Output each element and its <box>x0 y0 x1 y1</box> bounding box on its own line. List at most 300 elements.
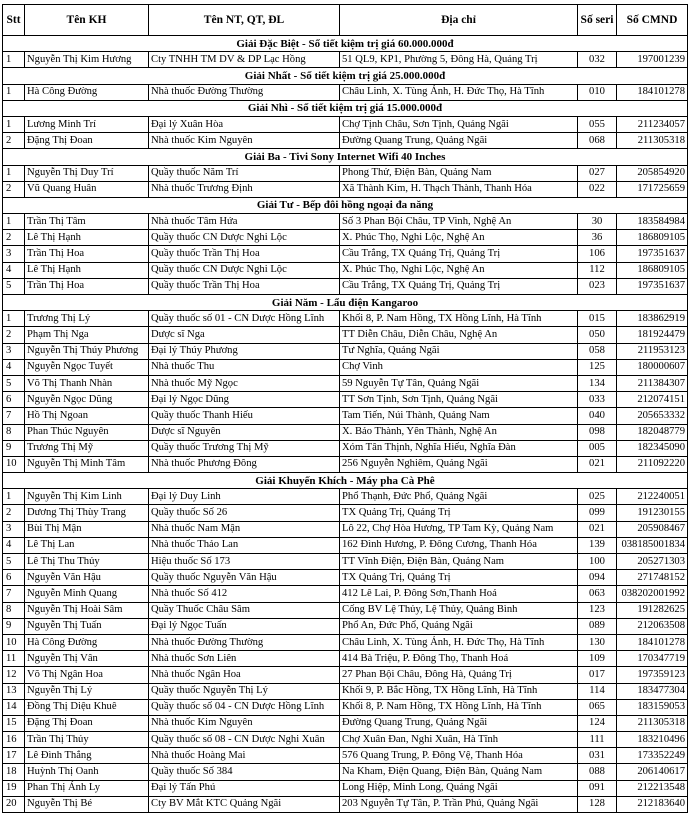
row-stt: 2 <box>3 230 25 246</box>
store-name: Đại lý Ngọc Dũng <box>149 392 340 408</box>
row-stt: 2 <box>3 181 25 197</box>
address: Chợ Tịnh Châu, Sơn Tịnh, Quảng Ngãi <box>340 116 578 132</box>
customer-name: Trương Thị Lý <box>25 311 149 327</box>
row-stt: 5 <box>3 278 25 294</box>
row-stt: 14 <box>3 699 25 715</box>
customer-name: Trần Thị Hoa <box>25 246 149 262</box>
serial-number: 058 <box>578 343 617 359</box>
row-stt: 1 <box>3 116 25 132</box>
id-number: 170347719 <box>617 651 688 667</box>
id-number: 212183640 <box>617 796 688 812</box>
store-name: Quầy thuốc Nguyễn Văn Hậu <box>149 570 340 586</box>
row-stt: 9 <box>3 440 25 456</box>
serial-number: 021 <box>578 456 617 472</box>
row-stt: 1 <box>3 311 25 327</box>
row-stt: 12 <box>3 667 25 683</box>
table-row <box>3 52 688 68</box>
table-row <box>3 278 688 294</box>
customer-name: Võ Thị Ngân Hoa <box>25 667 149 683</box>
serial-number: 031 <box>578 748 617 764</box>
serial-number: 050 <box>578 327 617 343</box>
id-number: 211305318 <box>617 133 688 149</box>
table-row <box>3 602 688 618</box>
table-row <box>3 375 688 391</box>
table-row <box>3 780 688 796</box>
header-store-name: Tên NT, QT, ĐL <box>149 5 340 36</box>
id-number: 211092220 <box>617 456 688 472</box>
row-stt: 9 <box>3 618 25 634</box>
table-row <box>3 424 688 440</box>
table-row <box>3 667 688 683</box>
id-number: 183210496 <box>617 732 688 748</box>
serial-number: 36 <box>578 230 617 246</box>
table-row <box>3 634 688 650</box>
customer-name: Nguyễn Ngọc Dũng <box>25 392 149 408</box>
customer-name: Lê Thị Hạnh <box>25 230 149 246</box>
address: 162 Đình Hương, P. Đông Cương, Thanh Hóa <box>340 537 578 553</box>
customer-name: Lê Thị Thu Thủy <box>25 554 149 570</box>
customer-name: Đặng Thị Đoan <box>25 133 149 149</box>
address: Tam Tiến, Núi Thành, Quảng Nam <box>340 408 578 424</box>
row-stt: 6 <box>3 392 25 408</box>
header-customer-name: Tên KH <box>25 5 149 36</box>
id-number: 183862919 <box>617 311 688 327</box>
address: TT Sơn Tịnh, Sơn Tịnh, Quảng Ngãi <box>340 392 578 408</box>
store-name: Quầy thuốc số 01 - CN Dược Hồng Lĩnh <box>149 311 340 327</box>
id-number: 197351637 <box>617 246 688 262</box>
row-stt: 6 <box>3 570 25 586</box>
store-name: Quầy thuốc CN Dược Nghi Lộc <box>149 262 340 278</box>
table-row <box>3 343 688 359</box>
address: 412 Lê Lai, P. Đông Sơn,Thanh Hoá <box>340 586 578 602</box>
store-name: Nhà thuốc Kim Nguyên <box>149 715 340 731</box>
serial-number: 063 <box>578 586 617 602</box>
row-stt: 11 <box>3 651 25 667</box>
prize-group-header <box>3 295 688 311</box>
table-row <box>3 796 688 812</box>
table-row <box>3 311 688 327</box>
address: Châu Linh, X. Tùng Ảnh, H. Đức Thọ, Hà Tĩnh <box>340 84 578 100</box>
address: Lô 22, Chợ Hòa Hương, TP Tam Kỳ, Quảng Nam <box>340 521 578 537</box>
row-stt: 16 <box>3 732 25 748</box>
store-name: Nhà thuốc Nam Mận <box>149 521 340 537</box>
serial-number: 010 <box>578 84 617 100</box>
customer-name: Nguyễn Thị Duy Trí <box>25 165 149 181</box>
id-number: 171725659 <box>617 181 688 197</box>
id-number: 184101278 <box>617 634 688 650</box>
prize-group-header <box>3 36 688 52</box>
store-name: Quầy thuốc Năm Trí <box>149 165 340 181</box>
address: 256 Nguyễn Nghiêm, Quảng Ngãi <box>340 456 578 472</box>
address: Phong Thử, Điện Bàn, Quảng Nam <box>340 165 578 181</box>
customer-name: Nguyễn Thị Tuấn <box>25 618 149 634</box>
serial-number: 065 <box>578 699 617 715</box>
serial-number: 055 <box>578 116 617 132</box>
customer-name: Nguyễn Thị Bé <box>25 796 149 812</box>
store-name: Nhà thuốc Đường Thường <box>149 634 340 650</box>
address: 51 QL9, KP1, Phường 5, Đông Hà, Quảng Trị <box>340 52 578 68</box>
row-stt: 1 <box>3 84 25 100</box>
store-name: Quầy thuốc Trần Thị Hoa <box>149 278 340 294</box>
address: Cống BV Lệ Thủy, Lệ Thủy, Quảng Bình <box>340 602 578 618</box>
row-stt: 7 <box>3 586 25 602</box>
customer-name: Nguyễn Ngọc Tuyết <box>25 359 149 375</box>
serial-number: 130 <box>578 634 617 650</box>
table-row <box>3 116 688 132</box>
serial-number: 139 <box>578 537 617 553</box>
prize-winners-table <box>2 4 688 813</box>
serial-number: 088 <box>578 764 617 780</box>
id-number: 211953123 <box>617 343 688 359</box>
prize-group-title: Giải Ba - Tivi Sony Internet Wifi 40 Inches <box>3 149 688 165</box>
row-stt: 7 <box>3 408 25 424</box>
store-name: Nhà thuốc Phương Đông <box>149 456 340 472</box>
serial-number: 025 <box>578 489 617 505</box>
id-number: 038202001992 <box>617 586 688 602</box>
row-stt: 3 <box>3 246 25 262</box>
table-row <box>3 246 688 262</box>
id-number: 180000607 <box>617 359 688 375</box>
address: Chợ Xuân Đan, Nghi Xuân, Hà Tĩnh <box>340 732 578 748</box>
table-row <box>3 586 688 602</box>
id-number: 182345090 <box>617 440 688 456</box>
id-number: 212240051 <box>617 489 688 505</box>
serial-number: 099 <box>578 505 617 521</box>
table-row <box>3 392 688 408</box>
prize-group-title: Giải Nhì - Sổ tiết kiệm trị giá 15.000.000đ <box>3 100 688 116</box>
prize-group-title: Giải Năm - Lẩu điện Kangaroo <box>3 295 688 311</box>
header-address: Địa chỉ <box>340 5 578 36</box>
customer-name: Nguyễn Thị Kim Hương <box>25 52 149 68</box>
id-number: 271748152 <box>617 570 688 586</box>
row-stt: 4 <box>3 537 25 553</box>
table-row <box>3 230 688 246</box>
store-name: Nhà thuốc Sơn Liên <box>149 651 340 667</box>
table-row <box>3 699 688 715</box>
store-name: Hiệu thuốc Số 173 <box>149 554 340 570</box>
id-number: 212213548 <box>617 780 688 796</box>
table-row <box>3 505 688 521</box>
store-name: Quầy thuốc Nguyễn Thị Lý <box>149 683 340 699</box>
store-name: Cty TNHH TM DV & DP Lạc Hồng <box>149 52 340 68</box>
row-stt: 2 <box>3 327 25 343</box>
serial-number: 005 <box>578 440 617 456</box>
store-name: Nhà thuốc Trương Định <box>149 181 340 197</box>
table-row <box>3 133 688 149</box>
table-row <box>3 521 688 537</box>
row-stt: 15 <box>3 715 25 731</box>
id-number: 173352249 <box>617 748 688 764</box>
address: Phổ Thạnh, Đức Phổ, Quảng Ngãi <box>340 489 578 505</box>
customer-name: Lương Minh Trí <box>25 116 149 132</box>
address: X. Phúc Thọ, Nghi Lộc, Nghệ An <box>340 262 578 278</box>
row-stt: 20 <box>3 796 25 812</box>
customer-name: Lê Thị Hạnh <box>25 262 149 278</box>
table-row <box>3 262 688 278</box>
store-name: Đại lý Duy Linh <box>149 489 340 505</box>
serial-number: 032 <box>578 52 617 68</box>
id-number: 211384307 <box>617 375 688 391</box>
table-row <box>3 214 688 230</box>
customer-name: Đặng Thị Đoan <box>25 715 149 731</box>
table-row <box>3 651 688 667</box>
prize-group-header <box>3 149 688 165</box>
id-number: 191282625 <box>617 602 688 618</box>
customer-name: Vũ Quang Huân <box>25 181 149 197</box>
store-name: Quầy thuốc số 04 - CN Dược Hồng Lĩnh <box>149 699 340 715</box>
id-number: 183477304 <box>617 683 688 699</box>
address: Phổ An, Đức Phổ, Quảng Ngãi <box>340 618 578 634</box>
customer-name: Nguyễn Thị Thúy Phương <box>25 343 149 359</box>
store-name: Đại lý Tấn Phú <box>149 780 340 796</box>
address: Tư Nghĩa, Quảng Ngãi <box>340 343 578 359</box>
table-row <box>3 359 688 375</box>
address: 576 Quang Trung, P. Đông Vệ, Thanh Hóa <box>340 748 578 764</box>
row-stt: 2 <box>3 505 25 521</box>
store-name: Nhà thuốc Thu <box>149 359 340 375</box>
header-serial: Số seri <box>578 5 617 36</box>
id-number: 184101278 <box>617 84 688 100</box>
address: 203 Nguyễn Tự Tân, P. Trần Phú, Quảng Ngãi <box>340 796 578 812</box>
row-stt: 19 <box>3 780 25 796</box>
id-number: 212074151 <box>617 392 688 408</box>
table-row <box>3 618 688 634</box>
store-name: Quầy thuốc Thanh Hiếu <box>149 408 340 424</box>
id-number: 212063508 <box>617 618 688 634</box>
store-name: Nhà thuốc Đường Thường <box>149 84 340 100</box>
store-name: Nhà thuốc Hoàng Mai <box>149 748 340 764</box>
row-stt: 5 <box>3 375 25 391</box>
row-stt: 1 <box>3 52 25 68</box>
store-name: Nhà thuốc Kim Nguyên <box>149 133 340 149</box>
id-number: 206140617 <box>617 764 688 780</box>
customer-name: Lê Thị Lan <box>25 537 149 553</box>
prize-group-header <box>3 100 688 116</box>
store-name: Quầy thuốc Trần Thị Hoa <box>149 246 340 262</box>
table-body <box>3 36 688 813</box>
store-name: Nhà thuốc Mỹ Ngọc <box>149 375 340 391</box>
address: 27 Phan Bội Châu, Đông Hà, Quảng Trị <box>340 667 578 683</box>
address: 59 Nguyễn Tự Tân, Quảng Ngãi <box>340 375 578 391</box>
serial-number: 068 <box>578 133 617 149</box>
id-number: 186809105 <box>617 230 688 246</box>
serial-number: 106 <box>578 246 617 262</box>
customer-name: Huỳnh Thị Oanh <box>25 764 149 780</box>
row-stt: 4 <box>3 262 25 278</box>
store-name: Nhà thuốc Ngân Hoa <box>149 667 340 683</box>
serial-number: 089 <box>578 618 617 634</box>
serial-number: 094 <box>578 570 617 586</box>
prize-group-title: Giải Tư - Bếp đôi hồng ngoại đa năng <box>3 197 688 213</box>
serial-number: 098 <box>578 424 617 440</box>
address: 414 Bà Triệu, P. Đông Thọ, Thanh Hoá <box>340 651 578 667</box>
customer-name: Đồng Thị Diệu Khuê <box>25 699 149 715</box>
customer-name: Võ Thị Thanh Nhàn <box>25 375 149 391</box>
customer-name: Hồ Thị Ngoan <box>25 408 149 424</box>
row-stt: 8 <box>3 602 25 618</box>
customer-name: Bùi Thị Mận <box>25 521 149 537</box>
table-row <box>3 181 688 197</box>
id-number: 211234057 <box>617 116 688 132</box>
prize-group-title: Giải Khuyến Khích - Máy pha Cà Phê <box>3 473 688 489</box>
row-stt: 1 <box>3 489 25 505</box>
address: Cầu Trắng, TX Quảng Trị, Quảng Trị <box>340 278 578 294</box>
store-name: Quầy thuốc số 08 - CN Dược Nghi Xuân <box>149 732 340 748</box>
customer-name: Dương Thị Thùy Trang <box>25 505 149 521</box>
serial-number: 112 <box>578 262 617 278</box>
customer-name: Trần Thị Tâm <box>25 214 149 230</box>
id-number: 183159053 <box>617 699 688 715</box>
table-row <box>3 327 688 343</box>
address: Na Kham, Điện Quang, Điện Bàn, Quảng Nam <box>340 764 578 780</box>
serial-number: 033 <box>578 392 617 408</box>
store-name: Quầy thuốc Số 26 <box>149 505 340 521</box>
store-name: Dược sĩ Nguyên <box>149 424 340 440</box>
customer-name: Nguyễn Thị Hoài Sâm <box>25 602 149 618</box>
table-row <box>3 732 688 748</box>
table-row <box>3 764 688 780</box>
store-name: Đại lý Thúy Phương <box>149 343 340 359</box>
row-stt: 4 <box>3 359 25 375</box>
address: Xóm Tân Thịnh, Nghĩa Hiếu, Nghĩa Đàn <box>340 440 578 456</box>
row-stt: 2 <box>3 133 25 149</box>
customer-name: Hà Công Đường <box>25 634 149 650</box>
serial-number: 015 <box>578 311 617 327</box>
address: X. Phúc Thọ, Nghi Lộc, Nghệ An <box>340 230 578 246</box>
table-row <box>3 537 688 553</box>
serial-number: 022 <box>578 181 617 197</box>
table-row <box>3 408 688 424</box>
customer-name: Phan Thị Ánh Ly <box>25 780 149 796</box>
address: Khối 8, P. Nam Hồng, TX Hồng Lĩnh, Hà Tĩnh <box>340 699 578 715</box>
header-stt: Stt <box>3 5 25 36</box>
row-stt: 5 <box>3 554 25 570</box>
customer-name: Nguyễn Thị Vân <box>25 651 149 667</box>
customer-name: Trương Thị Mỹ <box>25 440 149 456</box>
serial-number: 023 <box>578 278 617 294</box>
store-name: Quầy thuốc Số 384 <box>149 764 340 780</box>
customer-name: Trần Thị Thủy <box>25 732 149 748</box>
serial-number: 125 <box>578 359 617 375</box>
row-stt: 3 <box>3 521 25 537</box>
address: Khối 9, P. Bắc Hồng, TX Hồng Lĩnh, Hà Tĩnh <box>340 683 578 699</box>
serial-number: 017 <box>578 667 617 683</box>
serial-number: 021 <box>578 521 617 537</box>
address: Chợ Vinh <box>340 359 578 375</box>
customer-name: Nguyễn Văn Hậu <box>25 570 149 586</box>
table-row <box>3 165 688 181</box>
row-stt: 1 <box>3 165 25 181</box>
customer-name: Nguyễn Thị Kim Linh <box>25 489 149 505</box>
customer-name: Lê Đình Thắng <box>25 748 149 764</box>
row-stt: 8 <box>3 424 25 440</box>
store-name: Quầy thuốc CN Dược Nghi Lộc <box>149 230 340 246</box>
table-row <box>3 683 688 699</box>
serial-number: 091 <box>578 780 617 796</box>
prize-group-title: Giải Đặc Biệt - Sổ tiết kiệm trị giá 60.000.000đ <box>3 36 688 52</box>
table-row <box>3 748 688 764</box>
store-name: Dược sĩ Nga <box>149 327 340 343</box>
id-number: 191230155 <box>617 505 688 521</box>
serial-number: 30 <box>578 214 617 230</box>
address: Châu Linh, X. Tùng Ảnh, H. Đức Thọ, Hà Tĩnh <box>340 634 578 650</box>
prize-group-header <box>3 68 688 84</box>
table-row <box>3 84 688 100</box>
table-row <box>3 715 688 731</box>
table-header-row <box>3 5 688 36</box>
address: Khối 8, P. Nam Hồng, TX Hồng Lĩnh, Hà Tĩnh <box>340 311 578 327</box>
prize-group-header <box>3 197 688 213</box>
address: Đường Quang Trung, Quảng Ngãi <box>340 133 578 149</box>
row-stt: 18 <box>3 764 25 780</box>
table-row <box>3 440 688 456</box>
prize-group-title: Giải Nhất - Sổ tiết kiệm trị giá 25.000.000đ <box>3 68 688 84</box>
store-name: Nhà thuốc Tâm Hứa <box>149 214 340 230</box>
store-name: Nhà thuốc Số 412 <box>149 586 340 602</box>
id-number: 181924479 <box>617 327 688 343</box>
id-number: 197351637 <box>617 278 688 294</box>
serial-number: 128 <box>578 796 617 812</box>
store-name: Đại lý Xuân Hòa <box>149 116 340 132</box>
serial-number: 123 <box>578 602 617 618</box>
address: Xã Thành Kim, H. Thạch Thành, Thanh Hóa <box>340 181 578 197</box>
customer-name: Nguyễn Minh Quang <box>25 586 149 602</box>
row-stt: 13 <box>3 683 25 699</box>
store-name: Đại lý Ngọc Tuấn <box>149 618 340 634</box>
id-number: 205908467 <box>617 521 688 537</box>
id-number: 186809105 <box>617 262 688 278</box>
row-stt: 10 <box>3 634 25 650</box>
prize-group-header <box>3 473 688 489</box>
row-stt: 3 <box>3 343 25 359</box>
serial-number: 111 <box>578 732 617 748</box>
table-row <box>3 489 688 505</box>
serial-number: 109 <box>578 651 617 667</box>
customer-name: Hà Công Đường <box>25 84 149 100</box>
id-number: 205271303 <box>617 554 688 570</box>
address: TX Quảng Trị, Quảng Trị <box>340 505 578 521</box>
address: TX Quảng Trị, Quảng Trị <box>340 570 578 586</box>
header-id-number: Số CMND <box>617 5 688 36</box>
address: Số 3 Phan Bội Châu, TP Vinh, Nghệ An <box>340 214 578 230</box>
serial-number: 040 <box>578 408 617 424</box>
id-number: 205854920 <box>617 165 688 181</box>
customer-name: Nguyễn Thị Lý <box>25 683 149 699</box>
row-stt: 10 <box>3 456 25 472</box>
address: Đường Quang Trung, Quảng Ngãi <box>340 715 578 731</box>
address: Long Hiệp, Minh Long, Quảng Ngãi <box>340 780 578 796</box>
address: TT Vĩnh Điện, Điện Bàn, Quảng Nam <box>340 554 578 570</box>
serial-number: 134 <box>578 375 617 391</box>
table-row <box>3 554 688 570</box>
table-row <box>3 570 688 586</box>
store-name: Quầy thuốc Trương Thị Mỹ <box>149 440 340 456</box>
serial-number: 124 <box>578 715 617 731</box>
store-name: Cty BV Mắt KTC Quảng Ngãi <box>149 796 340 812</box>
store-name: Quầy Thuốc Châu Sâm <box>149 602 340 618</box>
id-number: 182048779 <box>617 424 688 440</box>
id-number: 211305318 <box>617 715 688 731</box>
serial-number: 114 <box>578 683 617 699</box>
address: Cầu Trắng, TX Quảng Trị, Quảng Trị <box>340 246 578 262</box>
serial-number: 027 <box>578 165 617 181</box>
id-number: 197001239 <box>617 52 688 68</box>
customer-name: Trần Thị Hoa <box>25 278 149 294</box>
id-number: 038185001834 <box>617 537 688 553</box>
store-name: Nhà thuốc Thảo Lan <box>149 537 340 553</box>
customer-name: Nguyễn Thị Minh Tâm <box>25 456 149 472</box>
address: X. Bảo Thành, Yên Thành, Nghệ An <box>340 424 578 440</box>
